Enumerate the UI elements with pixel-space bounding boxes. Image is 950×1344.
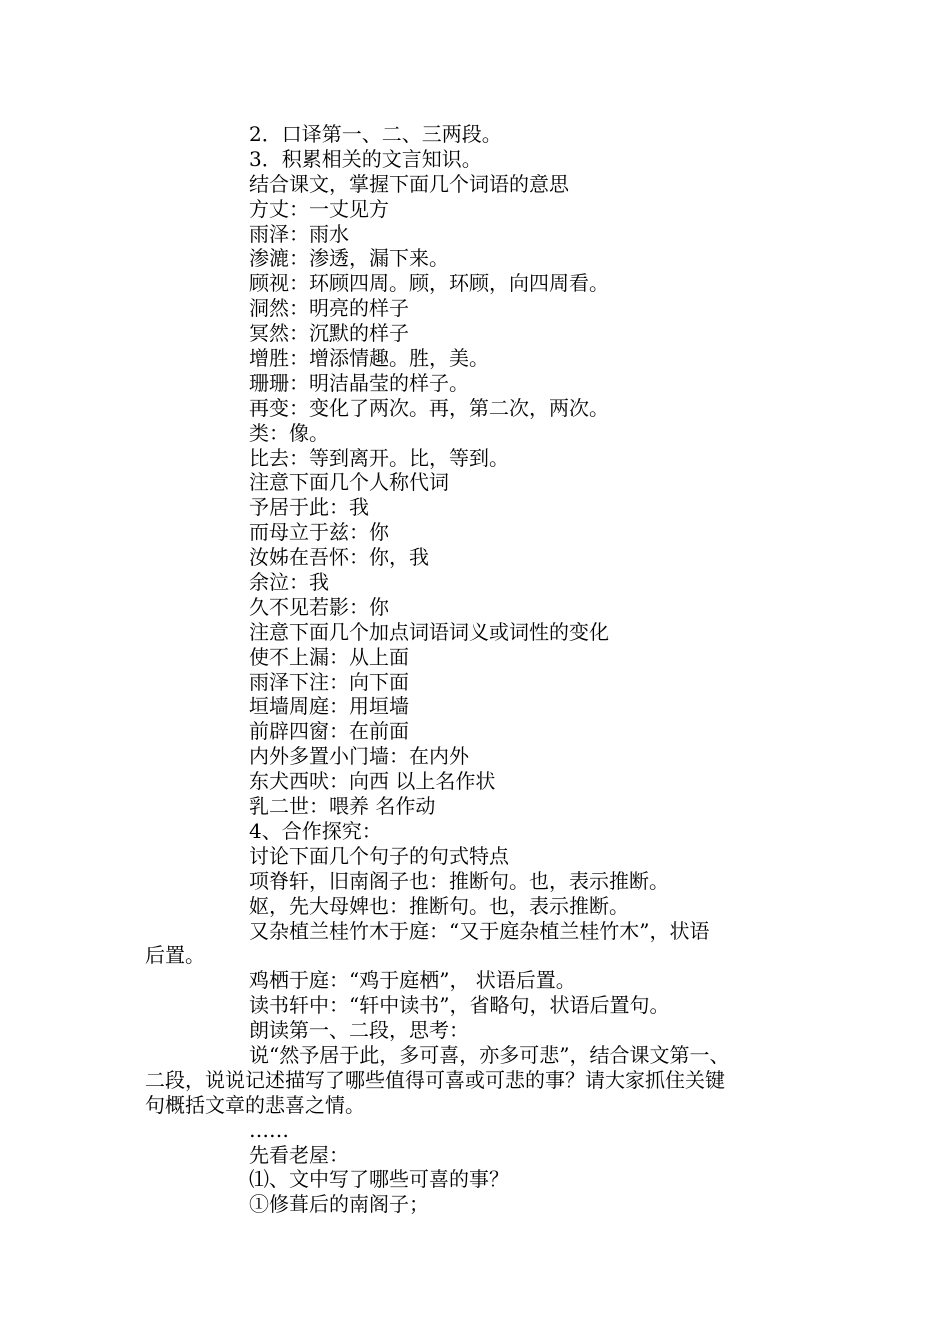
text-line: ⑴、文中写了哪些可喜的事？ — [249, 1167, 509, 1192]
text-line: 方丈：一丈见方 — [249, 196, 389, 221]
text-line: 注意下面几个人称代词 — [249, 470, 449, 495]
text-line: 汝姊在吾怀：你，我 — [249, 545, 429, 570]
text-line: 内外多置小门墙：在内外 — [249, 744, 469, 769]
text-line: ①修葺后的南阁子； — [249, 1192, 429, 1217]
text-line: 读书轩中：“轩中读书”，省略句，状语后置句。 — [249, 993, 670, 1018]
text-line: 鸡栖于庭：“鸡于庭栖”， 状语后置。 — [249, 968, 576, 993]
paragraph-first-line: 又杂植兰桂竹木于庭：“又于庭杂植兰桂竹木”，状语 — [249, 918, 710, 943]
paragraph-continuation-line: 二段，说说记述描写了哪些值得可喜或可悲的事？请大家抓住关键 — [145, 1067, 725, 1092]
text-line: 结合课文，掌握下面几个词语的意思 — [249, 171, 569, 196]
text-line: 3．积累相关的文言知识。 — [249, 146, 482, 171]
text-line: 增胜：增添情趣。胜，美。 — [249, 346, 489, 371]
text-line: 再变：变化了两次。再，第二次，两次。 — [249, 395, 609, 420]
text-line: 珊珊：明洁晶莹的样子。 — [249, 370, 469, 395]
text-line: 东犬西吠：向西 以上名作状 — [249, 769, 496, 794]
text-line: 久不见若影：你 — [249, 594, 389, 619]
text-line: 先看老屋： — [249, 1142, 349, 1167]
text-line: 比去：等到离开。比，等到。 — [249, 445, 509, 470]
text-line: 妪，先大母婢也：推断句。也，表示推断。 — [249, 893, 629, 918]
text-line: 而母立于兹：你 — [249, 520, 389, 545]
paragraph-continuation-line: 句概括文章的悲喜之情。 — [145, 1092, 365, 1117]
text-line: 前辟四窗：在前面 — [249, 719, 409, 744]
text-line: 注意下面几个加点词语词义或词性的变化 — [249, 619, 609, 644]
text-line: 雨泽：雨水 — [249, 221, 349, 246]
paragraph-continuation-line: 后置。 — [145, 943, 205, 968]
text-line: 渗漉：渗透，漏下来。 — [249, 246, 449, 271]
text-line: 余泣：我 — [249, 570, 329, 595]
text-line: 2．口译第一、二、三两段。 — [249, 122, 502, 146]
text-line: 雨泽下注：向下面 — [249, 669, 409, 694]
text-line: 垣墙周庭：用垣墙 — [249, 694, 409, 719]
text-line: 乳二世：喂养 名作动 — [249, 794, 436, 819]
text-line: 予居于此：我 — [249, 495, 369, 520]
text-line: 朗读第一、二段，思考： — [249, 1018, 469, 1043]
text-line: 冥然：沉默的样子 — [249, 321, 409, 346]
text-line: 使不上漏：从上面 — [249, 644, 409, 669]
text-line: 类：像。 — [249, 420, 329, 445]
text-line: 讨论下面几个句子的句式特点 — [249, 843, 509, 868]
document-body — [145, 122, 805, 1217]
text-line: 项脊轩，旧南阁子也：推断句。也，表示推断。 — [249, 868, 669, 893]
ellipsis-line: …… — [249, 1117, 289, 1142]
text-line: 4、合作探究： — [249, 818, 382, 843]
text-line: 洞然：明亮的样子 — [249, 296, 409, 321]
paragraph-first-line: 说“然予居于此，多可喜，亦多可悲”，结合课文第一、 — [249, 1042, 730, 1067]
text-line: 顾视：环顾四周。顾，环顾，向四周看。 — [249, 271, 609, 296]
